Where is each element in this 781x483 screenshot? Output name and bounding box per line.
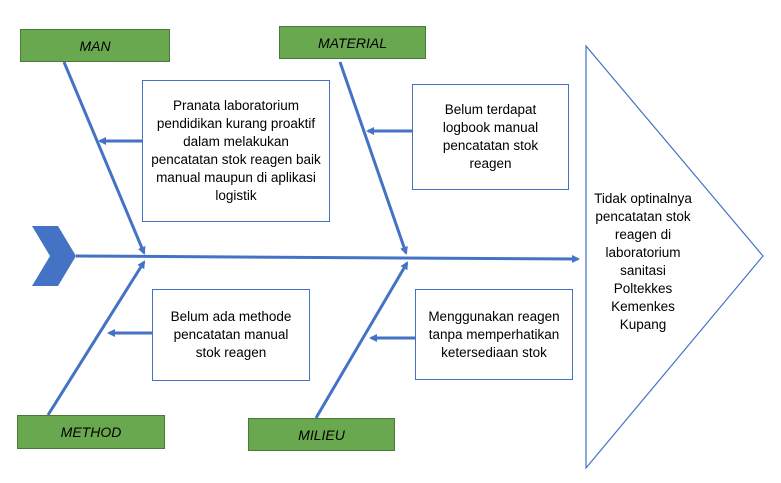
cause-text-milieu: Menggunakan reagen tanpa memperhatikan ketersediaan stok [428,308,560,360]
spine-arrow [76,256,578,259]
effect-label: Tidak optinalnya pencatatan stok reagen di laboratorium sanitasi Poltekkes Kemenkes Kupang [594,191,692,332]
cause-text-method: Belum ada methode pencatatan manual stok reagen [170,309,292,360]
bone-method [48,262,144,415]
category-man [20,29,170,62]
category-material-label: MATERIAL [318,34,387,51]
bone-milieu [316,263,407,418]
bone-man [64,62,144,253]
cause-text-man: Pranata laboratorium pendidikan kurang proaktif dalam melakukan pencatatan stok reagen baik manual maupun di aplikasi logistik [151,98,321,203]
category-material [279,26,426,59]
cause-box-method [152,289,310,381]
fish-tail-icon [32,226,76,286]
category-method-label: METHOD [60,424,122,440]
category-method [17,415,165,449]
effect-text [592,190,694,334]
cause-box-milieu [415,289,573,380]
cause-box-man [142,80,330,222]
cause-box-material [412,84,569,190]
category-man-label: MAN [79,37,111,54]
category-milieu [248,418,395,451]
bone-material [340,62,406,253]
cause-text-material: Belum terdapat logbook manual pencatatan stok reagen [442,102,539,171]
category-milieu-label: MILIEU [298,426,345,443]
